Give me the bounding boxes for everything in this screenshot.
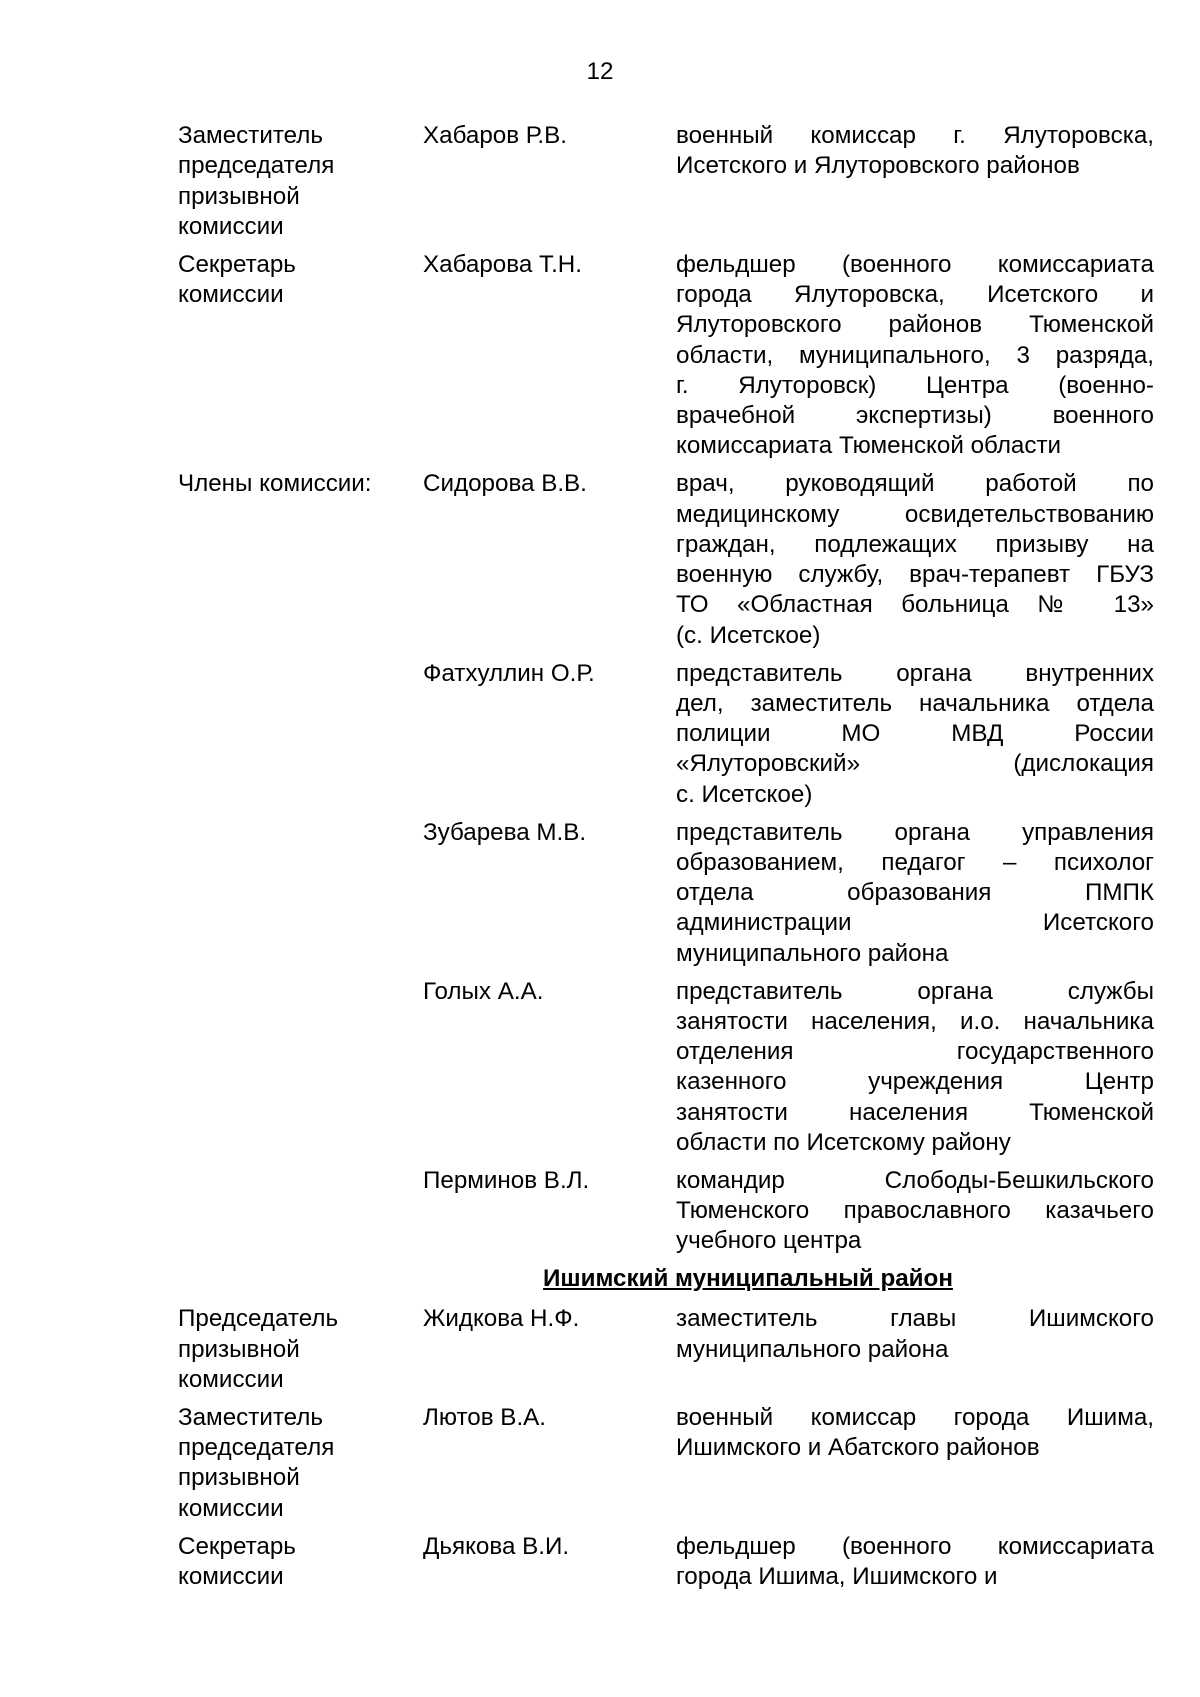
- section-heading: Ишимский муниципальный район: [543, 1265, 953, 1293]
- role-line: комиссии: [178, 1562, 284, 1590]
- member-name: [423, 1166, 676, 1257]
- role-line: Заместитель: [178, 1403, 323, 1431]
- name-text: Дьякова В.И.: [423, 1532, 570, 1560]
- description-line: командир Слободы-Бешкильского: [676, 1166, 1154, 1194]
- commission-member-row: [178, 1403, 1154, 1524]
- description-line: администрации Исетского: [676, 909, 1154, 937]
- member-role: [178, 977, 423, 1159]
- description-line: представитель органа службы: [676, 977, 1154, 1005]
- description-line: области по Исетскому району: [676, 1129, 1011, 1156]
- role-line: призывной: [178, 1464, 300, 1492]
- member-name: [423, 469, 676, 651]
- member-name: [423, 1304, 676, 1395]
- name-text: Жидкова Н.Ф.: [423, 1305, 580, 1333]
- commission-rows-ishim: [178, 1304, 1154, 1592]
- description-line: медицинскому освидетельствованию: [676, 500, 1154, 528]
- member-description: [676, 1166, 1154, 1257]
- member-role: [178, 250, 423, 462]
- role-line: Секретарь: [178, 250, 296, 278]
- description-line: области, муниципального, 3 разряда,: [676, 341, 1154, 369]
- description-line: Тюменского православного казачьего: [676, 1197, 1154, 1225]
- member-name: [423, 977, 676, 1159]
- member-description: [676, 1532, 1154, 1593]
- description-line: отдела образования ПМПК: [676, 879, 1154, 907]
- role-line: комиссии: [178, 212, 284, 240]
- role-line: комиссии: [178, 1494, 284, 1522]
- description-line: образованием, педагог – психолог: [676, 848, 1154, 876]
- name-text: Хабарова Т.Н.: [423, 250, 582, 278]
- member-name: [423, 1403, 676, 1524]
- description-line: занятости населения Тюменской: [676, 1098, 1154, 1126]
- member-role: [178, 818, 423, 969]
- commission-member-row: [178, 250, 1154, 462]
- member-description: [676, 1403, 1154, 1524]
- member-description: [676, 250, 1154, 462]
- description-line: военный комиссар г. Ялуторовска,: [676, 122, 1154, 149]
- member-description: [676, 1304, 1154, 1395]
- description-line: города Ишима, Ишимского и: [676, 1562, 998, 1590]
- name-text: Зубарева М.В.: [423, 818, 587, 846]
- name-text: Перминов В.Л.: [423, 1166, 590, 1194]
- description-line: с. Исетское): [676, 780, 813, 808]
- description-line: учебного центра: [676, 1227, 862, 1255]
- description-line: «Ялуторовский» (дислокация: [676, 750, 1154, 778]
- member-role: [178, 1166, 423, 1257]
- member-description: [676, 659, 1154, 810]
- member-name: [423, 1532, 676, 1593]
- role-line: Секретарь: [178, 1532, 296, 1560]
- member-name: [423, 659, 676, 810]
- description-line: военную службу, врач-терапевт ГБУЗ: [676, 561, 1154, 589]
- description-line: отделения государственного: [676, 1038, 1154, 1066]
- description-line: представитель органа внутренних: [676, 659, 1154, 687]
- commission-member-row: [178, 659, 1154, 810]
- page-number: 12: [586, 58, 614, 85]
- role-line: призывной: [178, 1335, 300, 1363]
- description-line: муниципального района: [676, 1335, 949, 1363]
- role-line: комиссии: [178, 280, 284, 308]
- description-line: города Ялуторовска, Исетского и: [676, 280, 1154, 308]
- role-line: Члены комиссии:: [178, 470, 372, 498]
- commission-member-row: [178, 818, 1154, 969]
- member-description: [676, 977, 1154, 1159]
- member-description: [676, 818, 1154, 969]
- member-description: [676, 121, 1154, 242]
- commission-member-row: [178, 1304, 1154, 1395]
- description-line: дел, заместитель начальника отдела: [676, 689, 1154, 717]
- member-role: [178, 1304, 423, 1395]
- description-line: фельдшер (военного комиссариата: [676, 250, 1154, 278]
- description-line: ТО «Областная больница № 13»: [676, 591, 1154, 619]
- role-line: комиссии: [178, 1366, 284, 1394]
- description-line: фельдшер (военного комиссариата: [676, 1532, 1154, 1560]
- commission-member-row: [178, 977, 1154, 1159]
- name-text: Хабаров Р.В.: [423, 122, 567, 149]
- commission-rows-yalutorovsk: [178, 121, 1154, 1257]
- description-line: Ялуторовского районов Тюменской: [676, 311, 1154, 339]
- role-line: Заместитель: [178, 122, 323, 149]
- member-name: [423, 250, 676, 462]
- member-role: [178, 469, 423, 651]
- member-name: [423, 818, 676, 969]
- name-text: Лютов В.А.: [423, 1403, 547, 1431]
- member-name: [423, 121, 676, 242]
- member-role: [178, 659, 423, 810]
- member-description: [676, 469, 1154, 651]
- description-line: г. Ялуторовск) Центра (военно-: [676, 371, 1154, 399]
- commission-member-row: [178, 1532, 1154, 1593]
- description-line: (с. Исетское): [676, 621, 821, 649]
- commission-member-row: [178, 469, 1154, 651]
- description-line: военный комиссар города Ишима,: [676, 1403, 1154, 1431]
- description-line: комиссариата Тюменской области: [676, 432, 1062, 460]
- member-role: [178, 121, 423, 242]
- description-line: занятости населения, и.о. начальника: [676, 1007, 1154, 1035]
- commission-list: [178, 121, 1154, 1600]
- description-line: полиции МО МВД России: [676, 720, 1154, 748]
- role-line: председателя: [178, 1434, 335, 1462]
- role-line: председателя: [178, 152, 335, 180]
- commission-member-row: [178, 1166, 1154, 1257]
- role-line: призывной: [178, 182, 300, 210]
- name-text: Сидорова В.В.: [423, 470, 587, 498]
- description-line: муниципального района: [676, 939, 949, 967]
- description-line: Ишимского и Абатского районов: [676, 1434, 1040, 1462]
- commission-member-row: [178, 121, 1154, 242]
- member-role: [178, 1532, 423, 1593]
- description-line: представитель органа управления: [676, 818, 1154, 846]
- description-line: врач, руководящий работой по: [676, 470, 1154, 498]
- description-line: врачебной экспертизы) военного: [676, 402, 1154, 430]
- description-line: заместитель главы Ишимского: [676, 1305, 1154, 1333]
- description-line: граждан, подлежащих призыву на: [676, 530, 1154, 558]
- name-text: Фатхуллин О.Р.: [423, 659, 595, 687]
- member-role: [178, 1403, 423, 1524]
- description-line: Исетского и Ялуторовского районов: [676, 152, 1080, 180]
- description-line: казенного учреждения Центр: [676, 1068, 1154, 1096]
- role-line: Председатель: [178, 1305, 339, 1333]
- name-text: Голых А.А.: [423, 977, 544, 1005]
